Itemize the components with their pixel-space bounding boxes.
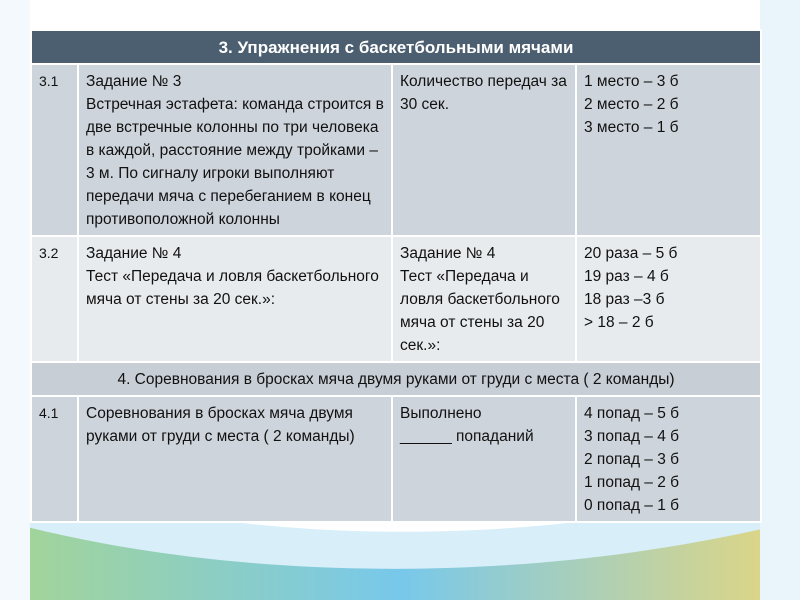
table-row [31, 64, 761, 236]
table-row [31, 396, 761, 522]
table-row [31, 236, 761, 362]
score-line: 4 попад – 5 б [584, 405, 680, 422]
score-line: 1 попад – 2 б [584, 474, 680, 491]
score-line: 2 место – 2 б [584, 96, 679, 113]
task-cell: Соревнования в бросках мяча двумя руками от груди с места ( 2 команды) [78, 396, 392, 522]
criterion-description: Тест «Передача и ловля баскетбольного мяча от стены за 20 сек.»: [400, 268, 560, 354]
task-cell [78, 236, 392, 362]
row-number: 3.2 [31, 236, 78, 362]
scores-cell [576, 236, 761, 362]
score-line: 0 попад – 1 б [584, 497, 680, 514]
scores-cell [576, 396, 761, 522]
score-line: 18 раз –3 б [584, 291, 665, 308]
task-title: Задание № 4 [86, 245, 182, 262]
task-description: Встречная эстафета: команда строится в две встречные колонны по три человека в каждой, расстояние между тройками –3 м. По сигналу игроки выполняют передачи мяча с перебеганием в конец противоположной колонны [86, 96, 384, 228]
section3-header: 3. Упражнения с баскетбольными мячами [31, 30, 761, 64]
criterion-cell: Количество передач за 30 сек. [392, 64, 576, 236]
score-line: 2 попад – 3 б [584, 451, 680, 468]
score-line: 3 место – 1 б [584, 119, 679, 136]
score-line: > 18 – 2 б [584, 314, 654, 331]
section4-header: 4. Соревнования в бросках мяча двумя руками от груди с места ( 2 команды) [31, 362, 761, 396]
criterion-title: Задание № 4 [400, 245, 496, 262]
score-line: 19 раз – 4 б [584, 268, 669, 285]
row-number: 3.1 [31, 64, 78, 236]
task-description: Тест «Передача и ловля баскетбольного мяча от стены за 20 сек.»: [86, 268, 379, 308]
task-title: Задание № 3 [86, 73, 182, 90]
criterion-cell [392, 396, 576, 522]
score-line: 1 место – 3 б [584, 73, 679, 90]
score-line: 20 раза – 5 б [584, 245, 678, 262]
score-line: 3 попад – 4 б [584, 428, 680, 445]
row-number: 4.1 [31, 396, 78, 522]
criterion-blank: ______ попаданий [400, 428, 534, 445]
criterion-cell [392, 236, 576, 362]
task-cell [78, 64, 392, 236]
scores-cell [576, 64, 761, 236]
criterion-title: Выполнено [400, 405, 482, 422]
exercise-table [30, 29, 762, 523]
